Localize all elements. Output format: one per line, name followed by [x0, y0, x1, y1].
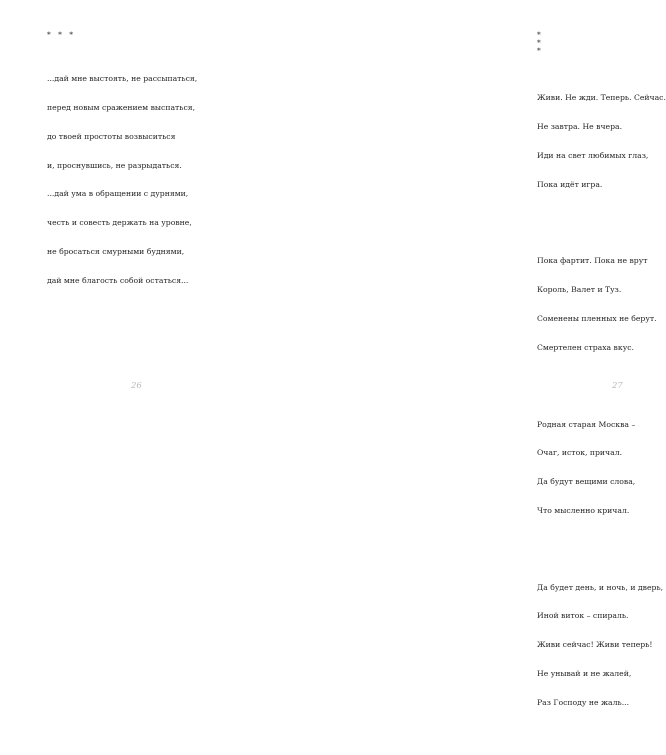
stanza	[537, 563, 666, 726]
poem-line: Родная старая Москва –	[537, 419, 636, 429]
poem-line: Раз Господу не жаль...	[537, 697, 630, 707]
poem-line: Иди на свет любимых глаз,	[537, 150, 649, 160]
poem-line: Живи сейчас! Живи теперь!	[537, 640, 653, 650]
poem-line: Не унывай и не жалей,	[537, 669, 632, 678]
page-number-right: 27	[612, 381, 623, 391]
stanza	[537, 74, 666, 208]
stanza	[537, 400, 666, 534]
poem-line: Да будет день, и ночь, и дверь,	[537, 582, 664, 592]
poem-line: до твоей простоты возвыситься	[47, 131, 176, 141]
poem-line: Пока идёт игра.	[537, 179, 603, 189]
page-number-left: 26	[131, 381, 142, 391]
left-page	[0, 0, 250, 419]
poem-line: и, проснувшись, не разрыдаться.	[47, 160, 182, 170]
section-asterisks: * * *	[537, 30, 544, 55]
section-asterisks: * * *	[47, 30, 76, 39]
poem-line: ...дай ума в обращении с дурнями,	[47, 189, 189, 199]
poem-line: Живи. Не жди. Теперь. Сейчас.	[537, 93, 666, 103]
poem-line: Да будут вещими слова,	[537, 477, 636, 487]
poem-line: ...дай мне выстоять, не рассыпаться,	[47, 74, 198, 84]
poem-left	[47, 55, 197, 304]
poem-right	[537, 55, 666, 755]
poem-line: Соменены пленных не берут.	[537, 314, 657, 324]
poem-line: дай мне благость собой остаться...	[47, 275, 189, 285]
poem-line: перед новым сражением выспаться,	[47, 102, 196, 112]
right-page	[250, 0, 666, 707]
poem-line: Иной виток – спираль.	[537, 611, 629, 621]
poem-line: Не завтра. Не вчера.	[537, 122, 623, 132]
poem-line: Пока фартит. Пока не врут	[537, 256, 648, 266]
poem-line: Король, Валет и Туз.	[537, 285, 622, 295]
stanza	[537, 237, 666, 371]
poem-line: не бросаться смурными буднями,	[47, 246, 185, 256]
poem-line: Смертелен страха вкус.	[537, 342, 634, 352]
poem-line: Очаг, исток, причал.	[537, 448, 623, 458]
poem-line: честь и совесть держать на уровне,	[47, 218, 192, 228]
poem-line: Что мысленно кричал.	[537, 505, 630, 515]
